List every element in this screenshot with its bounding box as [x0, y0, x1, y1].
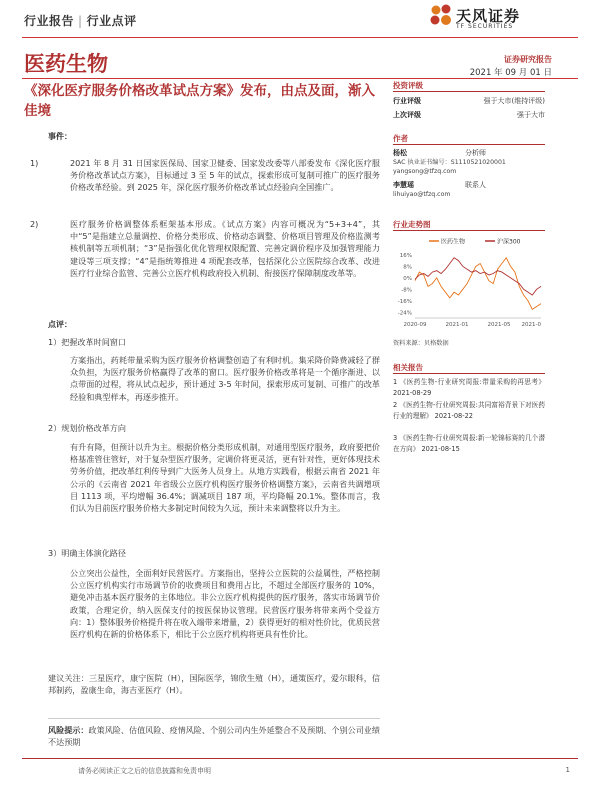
rating-row: [393, 96, 545, 106]
industry-trend-chart: [393, 234, 545, 334]
rating-key: 上次评级: [393, 111, 421, 119]
header-breadcrumb: [24, 12, 137, 29]
footer-rule: [22, 758, 578, 759]
category-label: 行业报告: [24, 14, 75, 28]
event-label: 事件：: [48, 132, 72, 141]
section-text-3: 公立突出公益性，全面利好民营医疗。方案指出，坚持公立医院的公益属性，严格控制公立医疗机构实行市场调节价的收费项目和费用占比，不超过全部医疗服务的 10%，避免冲击基本医疗服务的主体地位。非公立医疗机构提供的医疗服务，落实市场调节价政策，合理定价，纳入医保支付的按医保协议管理。民营医疗服务将带来两个受益方向：1）整体服务价格提升将在收入端带来增量，2）获得更好的相对性价比，优质民营医疗机构在新的价格体系下，相比于公立医疗机构将更具有性价比。: [70, 568, 380, 640]
author-role: 分析师: [465, 149, 486, 157]
event-item-text: 2021 年 8 月 31 日国家医保局、国家卫健委、国家发改委等八部委发布《深化医疗服务价格改革试点方案》，目标通过 3 至 5 年的试点，探索形成可复制可推广的医疗服务价格改革经验。到 2025 年，深化医疗服务价格改革试点经验向全国推广。: [70, 158, 380, 193]
author-title: 作者: [393, 134, 408, 143]
chart-rule: [393, 230, 545, 231]
report-date: 2021 年 09 月 01 日: [469, 68, 552, 78]
header-rule: [22, 37, 578, 38]
company-logo: [430, 4, 560, 38]
footer-disclaimer: 请务必阅读正文之后的信息披露和免责申明: [78, 767, 211, 775]
comment-label: 点评：: [48, 320, 72, 329]
chart-source: 资料来源：贝格数据: [393, 340, 449, 347]
risk-warning: [48, 724, 380, 748]
series-line-medicine: [415, 258, 541, 310]
author-name: 杨松: [393, 149, 407, 157]
event-item: [30, 157, 380, 194]
x-axis: [404, 322, 542, 328]
y-tick-label: 0%: [403, 275, 412, 282]
rating-key: 行业评级: [393, 97, 421, 105]
risk-text: 政策风险、估值风险、疫情风险、个别公司内生外延整合不及预期、个别公司业绩不达预期: [48, 725, 380, 748]
logo-en: TF SECURITIES: [456, 23, 514, 30]
author-email[interactable]: lihuiyao@tfzq.com: [393, 191, 451, 198]
author-cert: SAC 执业证书编号：S1110521020001: [393, 159, 506, 166]
x-tick-label: 2021-05: [487, 322, 511, 328]
recommendation: 建议关注：三星医疗，康宁医院（H），国际医学，锦欣生殖（H），通策医疗，爱尔眼科，信邦制药，盈康生命，海吉亚医疗（H）。: [48, 673, 380, 696]
rating-row: [393, 110, 545, 120]
related-report[interactable]: 3 《医药生物-行业研究周报:新一轮锦标赛的几个潜在方向》 2021-08-15: [393, 434, 545, 453]
author-entry: [393, 180, 545, 190]
chart-legend: [429, 238, 521, 246]
y-tick-label: -8%: [401, 287, 412, 294]
report-headline: 《深化医疗服务价格改革试点方案》发布，由点及面，渐入佳境: [24, 83, 375, 119]
series-line-hs300: [415, 258, 541, 295]
logo-name: 天风证券: [456, 7, 521, 25]
industry-title: 医药生物: [24, 52, 108, 76]
report-type: 证券研究报告: [504, 55, 552, 64]
risk-divider: [48, 718, 380, 719]
series-lines: [415, 258, 541, 310]
title-rule: [22, 78, 578, 79]
related-title: 相关报告: [393, 363, 423, 372]
x-tick-label: 2021-0: [521, 322, 541, 328]
section-title-2: 2）规划价格改革方向: [48, 423, 126, 433]
divider: |: [78, 14, 83, 28]
y-axis: [398, 253, 541, 318]
y-tick-label: 8%: [403, 264, 412, 271]
section-title-1: 1）把握改革时间窗口: [48, 337, 126, 347]
related-report[interactable]: 2 《医药生物-行业研究周报:共同富裕背景下对医药行业的理解》 2021-08-22: [393, 401, 545, 420]
author-entry: [393, 148, 545, 158]
y-tick-label: -16%: [397, 298, 412, 305]
rating-value: 强于大市: [517, 111, 545, 119]
related-report[interactable]: 1 《医药生物-行业研究周报:带量采购的再思考》 2021-08-29: [393, 378, 545, 397]
legend-label-hs300: 沪深300: [497, 238, 521, 246]
x-tick-label: 2021-01: [445, 322, 469, 328]
rating-title: 投资评级: [393, 81, 423, 90]
rating-rule: [393, 91, 545, 92]
logo-mark-icon: [430, 4, 454, 32]
event-item-number: 1): [30, 158, 39, 168]
x-tick-label: 2020-09: [403, 322, 427, 328]
event-item: [30, 218, 380, 279]
related-rule: [393, 373, 545, 374]
subcategory-label: 行业点评: [86, 14, 137, 28]
event-item-text: 医疗服务价格调整体系框架基本形成。《试点方案》内容可概况为“5+3+4”，其中“5”是指建立总量调控、价格分类形成、价格动态调整、价格项目管理及价格监测考核机制等五项机制；“3”是指强化优化管理权限配置、完善定调价程序及加强管理能力建设等三项支撑；“4”是指统筹推进 4 项配套改革，包括深化公立医院综合改革、改进医疗行业综合监管、完善公立医疗机构政府投入机制、衔接医疗保障制度改革等。: [70, 219, 380, 278]
event-item-number: 2): [30, 219, 39, 229]
author-email[interactable]: yangsong@tfzq.com: [393, 168, 457, 175]
section-text-2: 有升有降，但预计以升为主。根据价格分类形成机制，对通用型医疗服务，政府要把价格基准管住管好，对于复杂型医疗服务，定调价将更灵活，更有针对性，更好体现技术劳务价值，把改革红利传导到广大医务人员身上。从地方实践看，根据云南省 2021 年公示的《云南省 2021 年省级公立医疗机构医疗服务价格调整方案》，云南省共调增项目 1113 项，平均增幅 36.4%；调减项目 187 项，平均降幅 20.1%。整体而言，我们认为目前医疗服务价格大多制定时间较为久远，预计未来调整将以升为主。: [70, 442, 380, 514]
y-tick-label: -24%: [397, 310, 412, 317]
chart-title: 行业走势图: [393, 220, 431, 229]
author-role: 联系人: [465, 181, 486, 189]
page-number: 1: [565, 766, 570, 774]
author-rule: [393, 144, 545, 145]
rating-value: 强于大市(维持评级): [483, 97, 545, 105]
legend-label-medicine: 医药生物: [441, 238, 466, 246]
section-title-3: 3）明确主体演化路径: [48, 548, 126, 558]
author-name: 李慧瑶: [393, 181, 414, 189]
risk-label: 风险提示：: [48, 725, 89, 735]
y-tick-label: 16%: [399, 252, 412, 259]
section-text-1: 方案指出，药耗带量采购为医疗服务价格调整创造了有利时机。集采降价降费减轻了群众负担，为医疗服务价格赢得了改革的窗口。医疗服务价格改革将是一个循序渐进、以点带面的过程，将从试点起步，预计通过 3-5 年时间，探索形成可复制、可推广的改革经验和典型样本，再逐步推开。: [70, 355, 380, 402]
